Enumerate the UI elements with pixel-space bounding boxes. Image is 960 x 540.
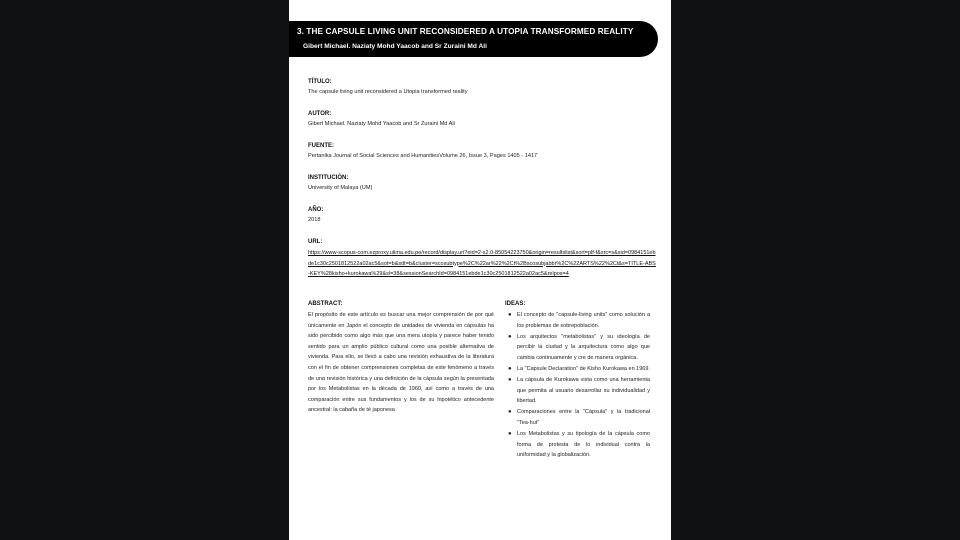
anio-value: 2018 bbox=[308, 217, 321, 223]
abstract-text: El propósito de este artículo es buscar una mejor comprensión de por qué únicamente en Japón el concepto de unidades de vivienda en cápsulas ha sido percibido como algo más que una mera utopía y parece haber tenido sentido para un amplio público cultural como una posible alternativa de vivienda. Para ello, se llevó a cabo una revisión exhaustiva de la literatura con el fin de obtener comprensiones completas de este fenómeno a través de una revisión histórica y una definición de la cápsula según la presentada por los Metabolistas en la década de 1960, así como a través de una comparación entre sus fundamentos y los de su hipotético antecedente ancestral: la cabaña de té japonesa bbox=[308, 312, 494, 414]
ideas-section bbox=[505, 300, 650, 461]
idea-text: La cápsula de Kurokawa vista como una herramienta que permita al usuario desarrollar su individualidad y libertad. bbox=[517, 377, 650, 405]
fuente-value: Pertanika Journal of Social Sciences and HumanitiesVolume 26, Issue 3, Pages 1405 - 1417 bbox=[308, 153, 538, 159]
institucion-label: INSTITUCIÓN: bbox=[308, 175, 349, 181]
field-autor bbox=[308, 110, 658, 128]
list-item bbox=[508, 375, 650, 407]
list-item bbox=[508, 429, 650, 461]
abstract-label: ABSTRACT: bbox=[308, 301, 343, 307]
anio-label: AÑO: bbox=[308, 207, 324, 213]
source-url-link[interactable]: https://www-scopus-com.ezproxy.ulima.edu.pe/record/display.uri?eid=2-s2.0-85054223750&origin=resultslist&sort=plf-f&src=s&sid=0984151ebde1c30c2501812522a02ac5&sot=b&sdt=b&cluster=scosubtype%2C%22ar%22%2Ct%2Bscosubjabbr%2C%22ARTS%22%2Ct&s=TITLE-ABS-KEY%28kisho+kurokawa%29&sl=38&sessionSearchId=0984151ebde1c30c2501812522a02ac5&relpos=4 bbox=[308, 250, 656, 277]
bullet-icon: ● bbox=[508, 365, 512, 372]
ideas-list bbox=[505, 310, 650, 461]
field-anio bbox=[308, 206, 658, 224]
bullet-icon: ● bbox=[508, 333, 512, 340]
bullet-icon: ● bbox=[508, 312, 512, 318]
field-titulo bbox=[308, 78, 658, 96]
document-title: 3. THE CAPSULE LIVING UNIT RECONSIDERED A UTOPIA TRANSFORMED REALITY bbox=[297, 27, 634, 36]
field-institucion bbox=[308, 174, 658, 192]
idea-text: Los arquitectos "metabolistas" y su ideología de percibir la ciudad y la arquitectura como algo que cambia continuamente y cre de manera orgánica. bbox=[517, 333, 650, 361]
list-item bbox=[508, 364, 650, 375]
document-authors: Gibert Michael. Naziaty Mohd Yaacob and Sr Zuraini Md Ali bbox=[303, 43, 487, 50]
autor-value: Gibert Michael. Naziaty Mohd Yaacob and Sr Zuraini Md Ali bbox=[308, 121, 455, 127]
title-banner bbox=[289, 21, 658, 57]
field-fuente bbox=[308, 142, 658, 160]
field-url bbox=[308, 238, 658, 280]
idea-text: El concepto de "capsule-living units" como solución a los problemas de sobrepoblación. bbox=[517, 312, 650, 329]
idea-text: Los Metabolistas y su tipología de la cápsula como forma de protesta de lo individual contra la uniformidad y la globalización. bbox=[517, 431, 650, 459]
idea-text: Comparaciones entre la "Cápsula" y la tradicional "Tea-hut" bbox=[517, 409, 650, 426]
autor-label: AUTOR: bbox=[308, 111, 332, 117]
titulo-value: The capsule living unit reconsidered a Utopia transformed reality bbox=[308, 89, 468, 95]
list-item bbox=[508, 310, 650, 331]
fuente-label: FUENTE: bbox=[308, 143, 334, 149]
idea-text: La "Capsule Declaration" de Kisho Kurokawa en 1969. bbox=[517, 365, 650, 372]
document-page bbox=[289, 0, 671, 540]
institucion-value: University of Malaya (UM) bbox=[308, 185, 373, 191]
titulo-label: TÍTULO: bbox=[308, 79, 332, 85]
bullet-icon: ● bbox=[508, 409, 512, 416]
bullet-icon: ● bbox=[508, 377, 512, 384]
bullet-icon: ● bbox=[508, 431, 512, 438]
list-item bbox=[508, 332, 650, 364]
url-label: URL: bbox=[308, 239, 323, 245]
ideas-label: IDEAS: bbox=[505, 301, 526, 307]
list-item bbox=[508, 407, 650, 428]
abstract-section bbox=[308, 300, 494, 416]
